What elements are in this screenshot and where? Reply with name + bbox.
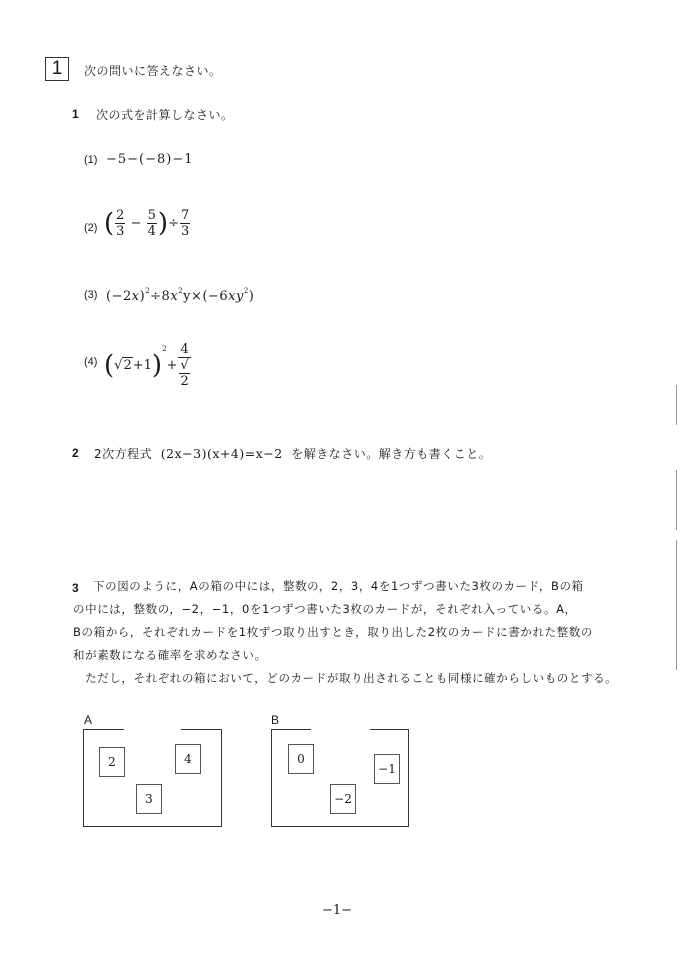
page-number: −1− xyxy=(322,903,353,918)
box-a xyxy=(83,729,222,827)
exponent: 2 xyxy=(162,345,167,353)
card: 4 xyxy=(175,744,201,774)
scan-edge-mark xyxy=(676,470,677,530)
q1-item1-label: (1) xyxy=(84,154,98,166)
q1-item4-label: (4) xyxy=(84,356,98,368)
q1-instruction: 次の式を計算しなさい。 xyxy=(96,108,234,122)
box-b-top-right-edge xyxy=(370,729,408,730)
q1-item2-label: (2) xyxy=(84,222,98,234)
minus-sign: − xyxy=(130,216,142,231)
q1-item3-expr xyxy=(106,287,254,304)
divide-sign: ÷ xyxy=(168,216,179,231)
q1-number: 1 xyxy=(72,107,79,121)
q3-number: 3 xyxy=(72,581,79,595)
radicand: 2 xyxy=(180,374,189,389)
expr-part: (−2 xyxy=(106,289,132,304)
q3-line-2: の中には，整数の，−2，−1，0を1つずつ書いた3枚のカードが，それぞれ入っている。A， xyxy=(73,602,577,616)
sqrt: √2 xyxy=(114,358,132,373)
numerator: 2 xyxy=(116,208,125,223)
expr-part: ) xyxy=(139,289,146,304)
plus-sign: + xyxy=(166,358,178,373)
box-b xyxy=(271,729,409,827)
q2-text-b: を解きなさい。解き方も書くこと。 xyxy=(291,447,492,461)
expr-part: ) xyxy=(248,289,255,304)
var-x: x xyxy=(131,289,140,304)
var-x: x xyxy=(170,289,179,304)
q1-item3-label: (3) xyxy=(84,289,98,301)
box-a-top-right-edge xyxy=(181,729,221,730)
box-b-top-left-edge xyxy=(272,729,311,730)
open-paren: ( xyxy=(104,350,115,381)
q1-item4-expr xyxy=(104,342,192,389)
card: 3 xyxy=(136,784,162,814)
scan-edge-mark xyxy=(676,385,677,425)
q3-line-4: 和が素数になる確率を求めなさい。 xyxy=(73,648,267,662)
card: −2 xyxy=(330,784,356,814)
q1-item1-expr: −5−(−8)−1 xyxy=(106,152,194,167)
q3-line-3: Bの箱から，それぞれカードを1枚ずつ取り出すとき，取り出した2枚のカードに書かれた整数の xyxy=(73,625,593,639)
card: 2 xyxy=(99,747,125,777)
fraction xyxy=(180,208,190,239)
denominator: 4 xyxy=(147,224,156,239)
card: 0 xyxy=(288,744,314,774)
denominator: 3 xyxy=(116,224,125,239)
q2-equation: (2x−3)(x+4)=x−2 xyxy=(160,446,283,461)
section-instruction: 次の問いに答えなさい。 xyxy=(84,64,222,78)
q1-item2-expr xyxy=(104,208,191,239)
close-paren: ) xyxy=(151,350,163,381)
box-a-top-left-edge xyxy=(84,729,124,730)
var-x: x xyxy=(228,289,236,304)
numerator: 5 xyxy=(147,208,156,223)
denominator: √ 2 xyxy=(180,358,189,389)
q3-line-1: 下の図のように，Aの箱の中には，整数の，2，3，4を1つずつ書いた3枚のカード，Bの箱 xyxy=(93,579,584,593)
open-paren: ( xyxy=(104,208,115,239)
box-a-label: A xyxy=(84,713,93,727)
close-paren: ) xyxy=(157,208,169,239)
exponent: 2 xyxy=(145,287,151,295)
expr-part: ÷8 xyxy=(150,289,171,304)
fraction xyxy=(147,208,157,239)
q2-number: 2 xyxy=(72,446,79,460)
exponent: 2 xyxy=(243,287,249,295)
q2-text xyxy=(94,445,491,462)
fraction xyxy=(178,342,190,389)
expr-part: +1 xyxy=(132,358,152,373)
box-b-label: B xyxy=(271,713,280,727)
q2-text-a: 2次方程式 xyxy=(94,447,153,461)
denominator: 3 xyxy=(180,224,190,239)
exponent: 2 xyxy=(178,287,184,295)
radicand: 2 xyxy=(123,358,132,373)
fraction xyxy=(115,208,125,239)
numerator: 7 xyxy=(180,208,190,223)
expr-part: y×(−6 xyxy=(183,289,229,304)
numerator: 4 xyxy=(180,342,189,357)
scan-edge-mark xyxy=(676,540,677,670)
var-y: y xyxy=(235,289,244,304)
q3-line-5: ただし，それぞれの箱において，どのカードが取り出されることも同様に確からしいものとする。 xyxy=(73,671,618,685)
section-number-box: 1 xyxy=(45,57,69,81)
card: −1 xyxy=(374,754,400,784)
